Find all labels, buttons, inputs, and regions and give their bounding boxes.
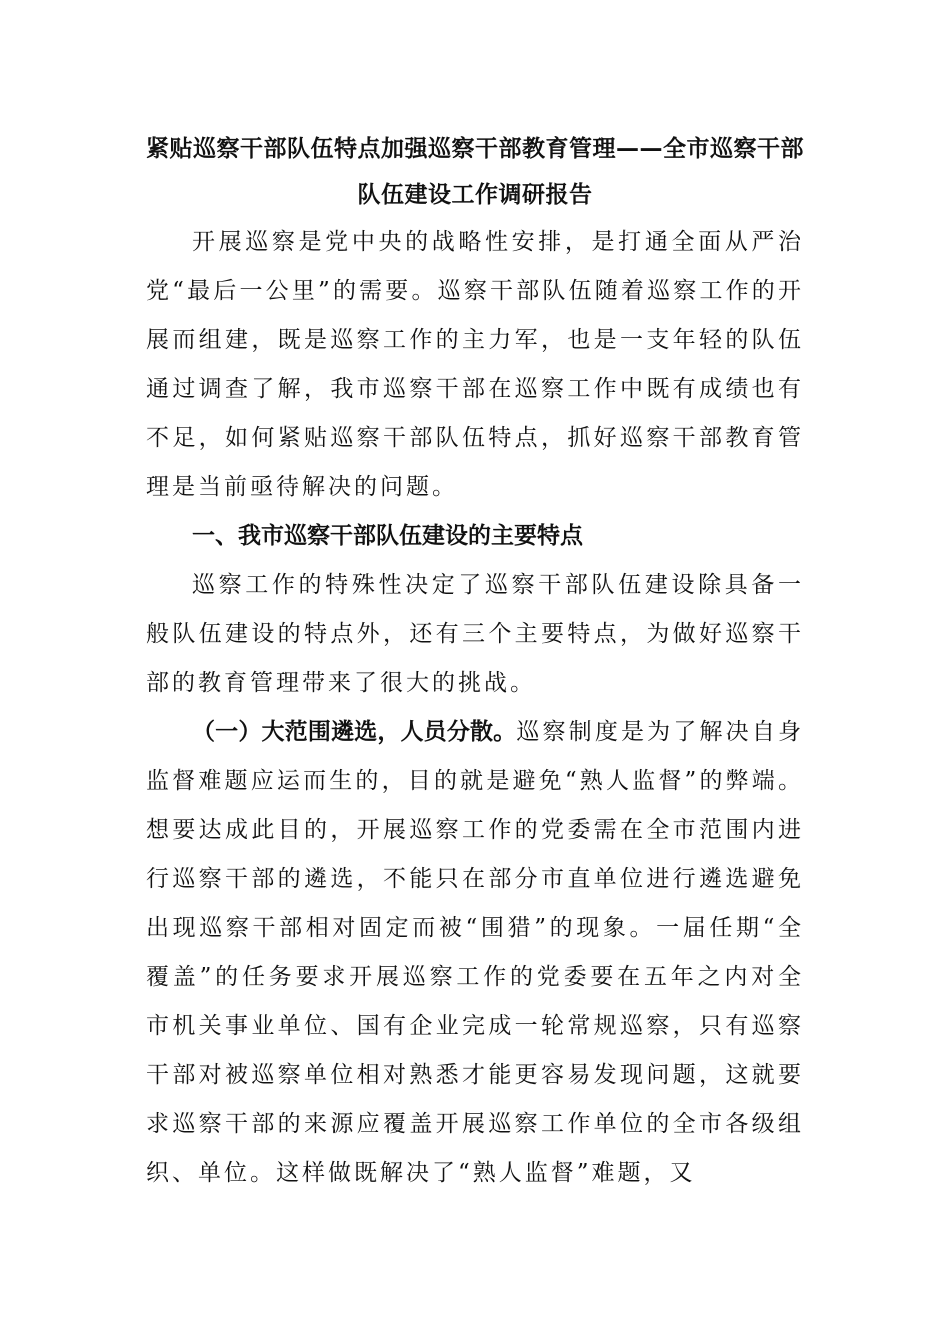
document-body <box>146 126 804 1198</box>
document-title: 紧贴巡察干部队伍特点加强巡察干部教育管理——全市巡察干部队伍建设工作调研报告 <box>146 136 804 208</box>
intro-paragraph: 开展巡察是党中央的战略性安排，是打通全面从严治党“最后一公里”的需要。巡察干部队伍随着巡察工作的开展而组建，既是巡察工作的主力军，也是一支年轻的队伍通过调查了解，我市巡察干部在巡察工作中既有成绩也有不足，如何紧贴巡察干部队伍特点，抓好巡察干部教育管理是当前亟待解决的问题。 <box>146 229 804 500</box>
point-lead: （一）大范围遴选，人员分散。 <box>192 719 517 745</box>
point-body: 巡察制度是为了解决自身监督难题应运而生的，目的就是避免“熟人监督”的弊端。想要达成此目的，开展巡察工作的党委需在全市范围内进行巡察干部的遴选，不能只在部分市直单位进行遴选避免出现巡察干部相对固定而被“围猎”的现象。一届任期“全覆盖”的任务要求开展巡察工作的党委要在五年之内对全市机关事业单位、国有企业完成一轮常规巡察，只有巡察干部对被巡察单位相对熟悉才能更容易发现问题，这就要求巡察干部的来源应覆盖开展巡察工作单位的全市各级组织、单位。这样做既解决了“熟人监督”难题，又 <box>146 719 805 1186</box>
point-paragraph <box>146 708 804 1198</box>
section-heading: 一、我市巡察干部队伍建设的主要特点 <box>192 523 583 549</box>
section-intro-paragraph: 巡察工作的特殊性决定了巡察干部队伍建设除具备一般队伍建设的特点外，还有三个主要特点，为做好巡察干部的教育管理带来了很大的挑战。 <box>146 572 804 696</box>
